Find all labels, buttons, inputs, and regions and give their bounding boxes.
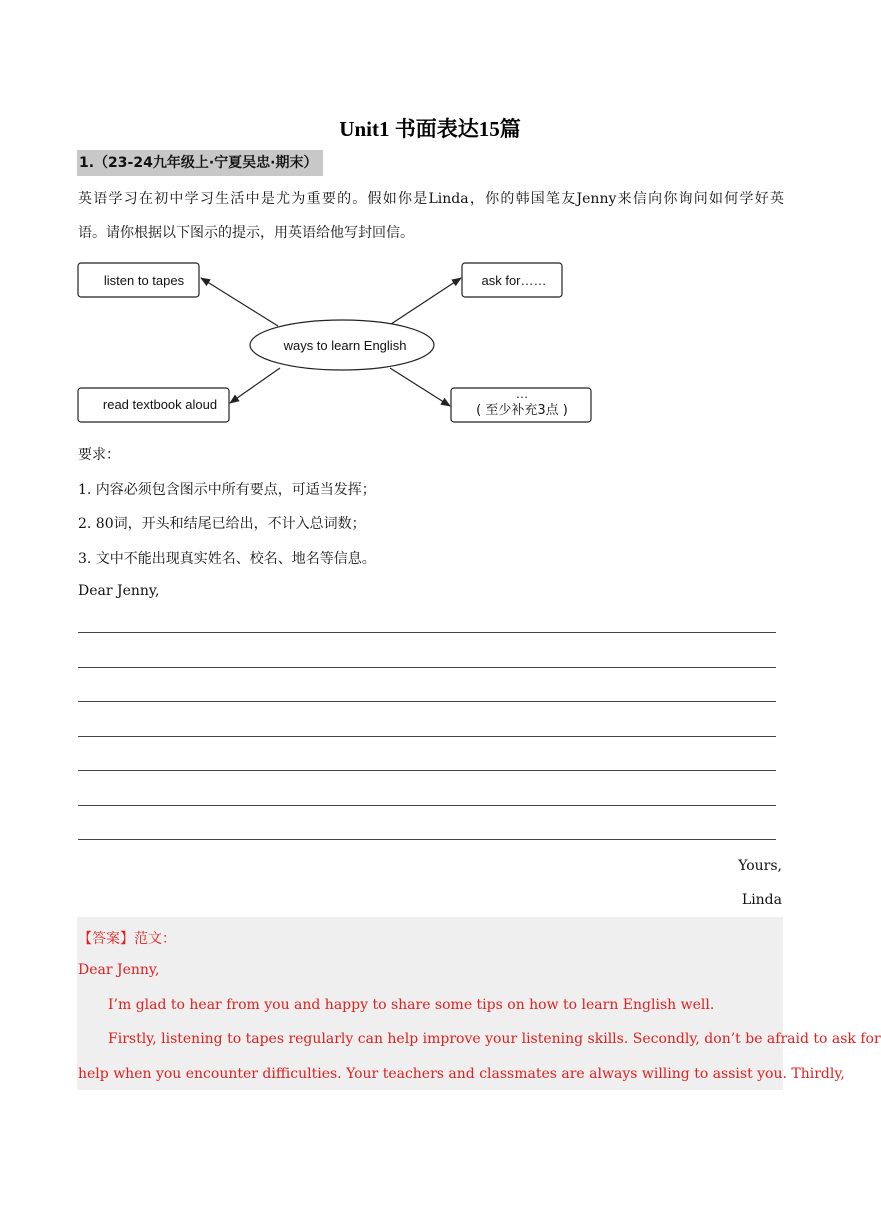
answer-line-2: Firstly, listening to tapes regularly can help improve your listening skills. Secondly, don’t be afraid to ask for <box>108 1031 881 1047</box>
arrow-top-left <box>201 278 278 326</box>
node-bottom-right-label: ( 至少补充3点 ) <box>476 403 568 418</box>
mind-map-diagram <box>0 258 860 428</box>
writing-line <box>78 805 776 806</box>
document-title: Unit1 书面表达15篇 <box>339 117 521 141</box>
writing-line <box>78 667 776 668</box>
answer-line-3: help when you encounter difficulties. Your teachers and classmates are always willing to assist you. Thirdly, <box>78 1066 845 1082</box>
node-top-left-label: listen to tapes <box>103 273 185 288</box>
requirement-1: 1. 内容必须包含图示中所有要点，可适当发挥； <box>78 482 376 498</box>
prompt-line-2: 语。请你根据以下图示的提示，用英语给他写封回信。 <box>78 225 414 241</box>
question-header: 1.（23-24九年级上·宁夏吴忠·期末） <box>77 150 323 176</box>
letter-closing: Yours, <box>738 858 782 874</box>
writing-line <box>78 736 776 737</box>
question-prompt <box>78 182 784 250</box>
letter-signature: Linda <box>741 892 782 908</box>
requirement-3: 3. 文中不能出现真实姓名、校名、地名等信息。 <box>78 551 376 567</box>
node-bottom-right-dots: … <box>515 386 529 401</box>
arrow-bottom-right <box>390 368 450 406</box>
letter-greeting: Dear Jenny, <box>78 583 160 599</box>
writing-line <box>78 770 776 771</box>
prompt-line-1: 英语学习在初中学习生活中是尤为重要的。假如你是Linda，你的韩国笔友Jenny来信向你询问如何学好英 <box>78 191 784 207</box>
writing-line <box>78 701 776 702</box>
requirements-heading: 要求： <box>78 447 120 463</box>
arrow-top-right <box>388 278 461 326</box>
node-bottom-left-label: read textbook aloud <box>102 397 218 412</box>
requirement-2: 2. 80词，开头和结尾已给出，不计入总词数； <box>78 516 366 532</box>
answer-line-1: I’m glad to hear from you and happy to share some tips on how to learn English well. <box>108 997 715 1013</box>
answer-greeting: Dear Jenny, <box>78 962 160 978</box>
writing-line <box>78 839 776 840</box>
center-node-label: ways to learn English <box>283 338 407 353</box>
answer-label: 【答案】范文： <box>78 931 176 947</box>
writing-line <box>78 632 776 633</box>
arrow-bottom-left <box>230 368 280 403</box>
node-top-right-label: ask for…… <box>481 273 547 288</box>
